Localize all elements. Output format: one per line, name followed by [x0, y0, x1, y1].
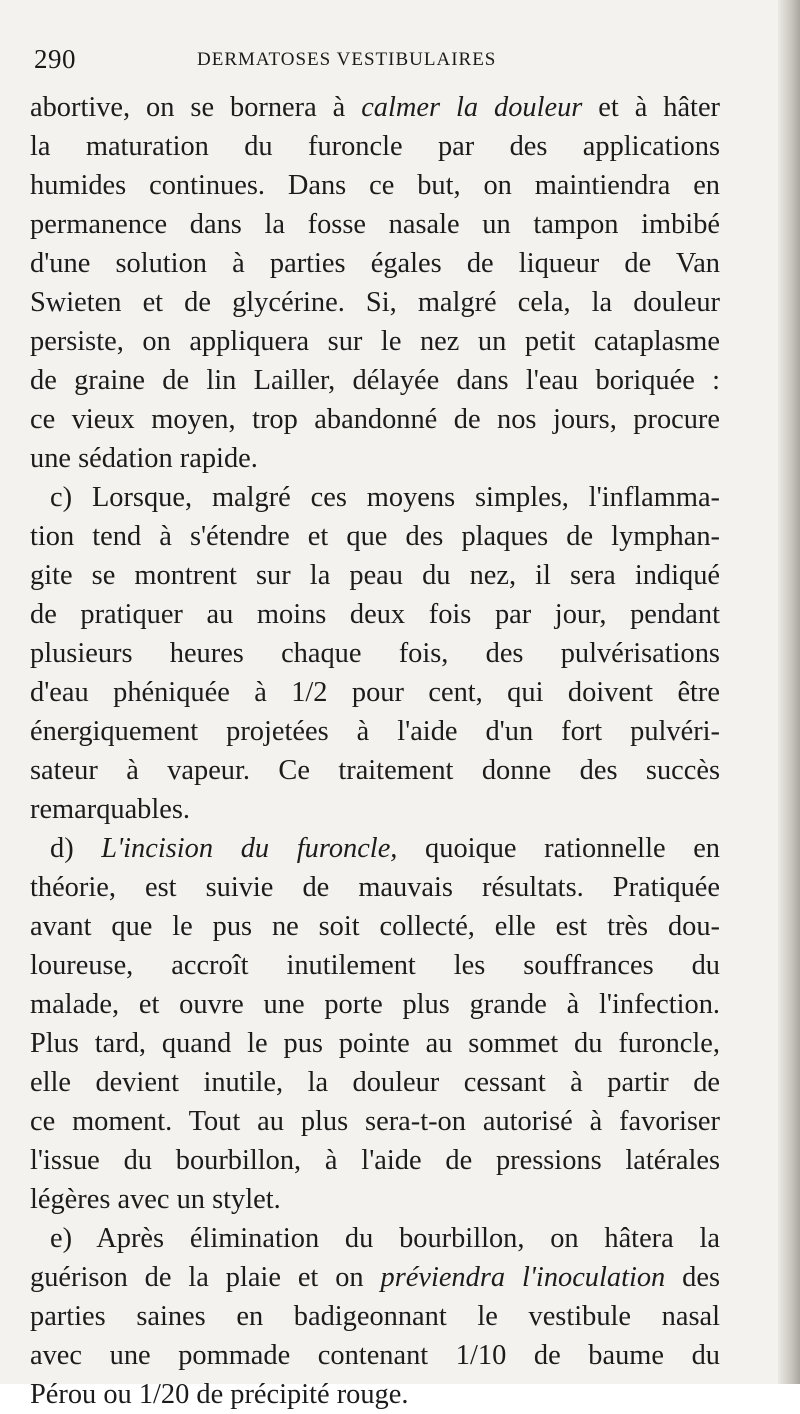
- text-segment: elle devient inutile, la douleur cessant à partir de: [30, 1067, 720, 1098]
- italic-text: préviendra l'inoculation: [380, 1262, 666, 1293]
- text-segment: des: [665, 1262, 720, 1293]
- text-line: [30, 1219, 720, 1258]
- text-line: [30, 1375, 720, 1414]
- text-segment: d): [50, 833, 102, 864]
- text-segment: c) Lorsque, malgré ces moyens simples, l'inflamma-: [50, 482, 720, 513]
- text-segment: ce vieux moyen, trop abandonné de nos jours, procure: [30, 404, 720, 435]
- text-line: [30, 907, 720, 946]
- text-segment: d'une solution à parties égales de liqueur de Van: [30, 248, 720, 279]
- text-line: [30, 205, 720, 244]
- text-segment: remarquables.: [30, 794, 191, 825]
- text-line: [30, 322, 720, 361]
- text-segment: d'eau phéniquée à 1/2 pour cent, qui doivent être: [30, 677, 720, 708]
- running-title: DERMATOSES VESTIBULAIRES: [197, 49, 497, 70]
- page-gutter: [778, 0, 800, 1384]
- text-segment: et à hâter: [582, 92, 720, 123]
- text-line: [30, 1063, 720, 1102]
- text-line: [30, 1297, 720, 1336]
- text-segment: abortive, on se bornera à: [30, 92, 362, 123]
- text-segment: ce moment. Tout au plus sera-t-on autorisé à favoriser: [30, 1106, 720, 1137]
- text-segment: plusieurs heures chaque fois, des pulvérisations: [30, 638, 720, 669]
- text-line: [30, 244, 720, 283]
- text-line: [30, 712, 720, 751]
- text-line: [30, 946, 720, 985]
- text-line: [30, 1141, 720, 1180]
- text-segment: tion tend à s'étendre et que des plaques de lymphan-: [30, 521, 720, 552]
- text-line: [30, 673, 720, 712]
- text-line: [30, 361, 720, 400]
- text-segment: énergiquement projetées à l'aide d'un fort pulvéri-: [30, 716, 720, 747]
- text-segment: quoique rationnelle en: [397, 833, 720, 864]
- text-line: [30, 595, 720, 634]
- text-segment: guérison de la plaie et on: [30, 1262, 381, 1293]
- text-line: [30, 283, 720, 322]
- text-line: [30, 1024, 720, 1063]
- text-segment: théorie, est suivie de mauvais résultats. Pratiquée: [30, 872, 720, 903]
- text-segment: humides continues. Dans ce but, on maintiendra en: [30, 170, 720, 201]
- text-line: [30, 1336, 720, 1375]
- text-segment: légères avec un stylet.: [30, 1184, 281, 1215]
- page-number: 290: [34, 44, 76, 74]
- text-segment: avant que le pus ne soit collecté, elle est très dou-: [30, 911, 720, 942]
- text-segment: la maturation du furoncle par des applications: [30, 131, 720, 162]
- text-segment: malade, et ouvre une porte plus grande à l'infection.: [30, 989, 720, 1020]
- text-segment: de pratiquer au moins deux fois par jour, pendant: [30, 599, 720, 630]
- text-segment: sateur à vapeur. Ce traitement donne des succès: [30, 755, 720, 786]
- text-segment: l'issue du bourbillon, à l'aide de pressions latérales: [30, 1145, 720, 1176]
- text-line: [30, 400, 720, 439]
- text-segment: permanence dans la fosse nasale un tampon imbibé: [30, 209, 720, 240]
- text-segment: loureuse, accroît inutilement les souffrances du: [30, 950, 720, 981]
- text-line: [30, 478, 720, 517]
- text-segment: persiste, on appliquera sur le nez un petit cataplasme: [30, 326, 720, 357]
- text-segment: Plus tard, quand le pus pointe au sommet du furoncle,: [30, 1028, 720, 1059]
- text-segment: gite se montrent sur la peau du nez, il sera indiqué: [30, 560, 720, 591]
- italic-text: calmer la douleur: [361, 92, 583, 123]
- italic-text: L'incision du furoncle,: [101, 833, 398, 864]
- text-line: [30, 127, 720, 166]
- text-line: [30, 790, 720, 829]
- text-line: [30, 556, 720, 595]
- text-line: [30, 517, 720, 556]
- text-line: [30, 1102, 720, 1141]
- text-segment: Pérou ou 1/20 de précipité rouge.: [30, 1379, 409, 1410]
- text-line: [30, 439, 720, 478]
- text-line: [30, 88, 720, 127]
- text-segment: de graine de lin Lailler, délayée dans l'eau boriquée :: [30, 365, 720, 396]
- text-segment: une sédation rapide.: [30, 443, 258, 474]
- text-line: [30, 985, 720, 1024]
- text-segment: Swieten et de glycérine. Si, malgré cela, la douleur: [30, 287, 720, 318]
- body-text: [30, 88, 720, 1414]
- text-line: [30, 1180, 720, 1219]
- text-segment: e) Après élimination du bourbillon, on hâtera la: [50, 1223, 720, 1254]
- text-line: [30, 751, 720, 790]
- text-segment: avec une pommade contenant 1/10 de baume du: [30, 1340, 720, 1371]
- text-line: [30, 634, 720, 673]
- text-segment: parties saines en badigeonnant le vestibule nasal: [30, 1301, 720, 1332]
- text-line: [30, 829, 720, 868]
- text-line: [30, 166, 720, 205]
- page-header: [34, 44, 734, 78]
- text-line: [30, 1258, 720, 1297]
- text-line: [30, 868, 720, 907]
